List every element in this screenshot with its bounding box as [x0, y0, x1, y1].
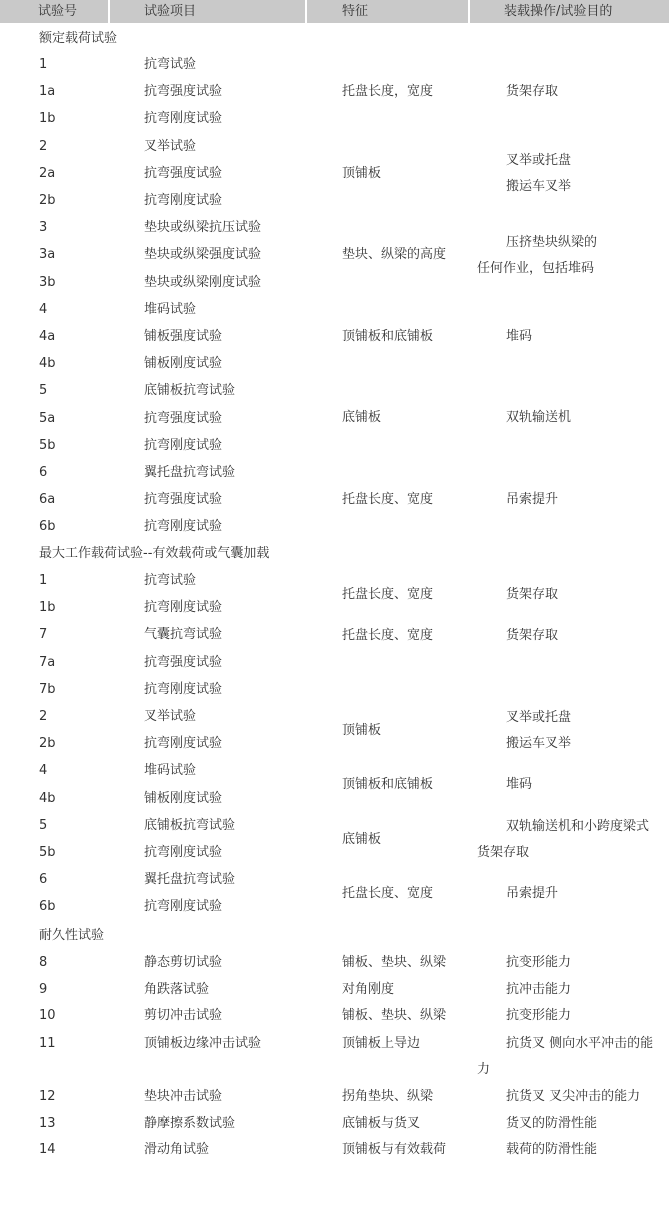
test-number: 2b	[39, 193, 56, 208]
operation-cell: 抗冲击能力	[506, 982, 572, 997]
test-number: 11	[39, 1036, 56, 1051]
header-test-item: 试验项目	[110, 0, 305, 23]
operation-cell: 任何作业，包括堆码	[477, 261, 595, 276]
feature-cell: 顶铺板和底铺板	[342, 329, 434, 344]
section-title: 最大工作载荷试验--有效载荷或气囊加载	[39, 546, 270, 561]
test-item: 抗弯试验	[144, 573, 197, 588]
test-item: 堆码试验	[144, 763, 197, 778]
test-item: 剪切冲击试验	[144, 1008, 223, 1023]
test-item: 垫块冲击试验	[144, 1089, 223, 1104]
test-number: 6b	[39, 899, 56, 914]
operation-cell: 货架存取	[506, 587, 559, 602]
operation-cell: 堆码	[506, 329, 533, 344]
test-item: 顶铺板边缘冲击试验	[144, 1036, 262, 1051]
test-item: 底铺板抗弯试验	[144, 818, 236, 833]
test-item: 垫块或纵梁抗压试验	[144, 220, 262, 235]
test-item: 底铺板抗弯试验	[144, 383, 236, 398]
test-item: 抗弯强度试验	[144, 492, 223, 507]
operation-cell: 力	[477, 1062, 491, 1077]
test-item: 翼托盘抗弯试验	[144, 465, 236, 480]
test-item: 抗弯强度试验	[144, 655, 223, 670]
test-number: 6b	[39, 519, 56, 534]
test-item: 垫块或纵梁强度试验	[144, 247, 262, 262]
test-item: 抗弯强度试验	[144, 84, 223, 99]
test-item: 铺板刚度试验	[144, 791, 223, 806]
header-test-number: 试验号	[0, 0, 108, 23]
operation-cell: 货架存取	[506, 628, 559, 643]
test-number: 3	[39, 220, 48, 235]
feature-cell: 托盘长度，宽度	[342, 84, 434, 99]
test-item: 堆码试验	[144, 302, 197, 317]
operation-cell: 吊索提升	[506, 492, 559, 507]
test-number: 6	[39, 465, 48, 480]
feature-cell: 顶铺板与有效载荷	[342, 1142, 447, 1157]
test-number: 1a	[39, 84, 56, 99]
feature-cell: 底铺板	[342, 832, 382, 847]
operation-cell: 货叉的防滑性能	[506, 1116, 598, 1131]
test-number: 6a	[39, 492, 56, 507]
test-number: 12	[39, 1089, 56, 1104]
test-number: 8	[39, 955, 48, 970]
test-number: 1b	[39, 600, 56, 615]
test-item: 抗弯刚度试验	[144, 682, 223, 697]
test-number: 2	[39, 139, 48, 154]
test-number: 4b	[39, 356, 56, 371]
test-number: 10	[39, 1008, 56, 1023]
test-item: 铺板刚度试验	[144, 356, 223, 371]
test-number: 1	[39, 57, 48, 72]
test-number: 4	[39, 763, 48, 778]
test-item: 抗弯强度试验	[144, 166, 223, 181]
operation-cell: 搬运车叉举	[506, 179, 572, 194]
test-item: 抗弯刚度试验	[144, 438, 223, 453]
test-item: 抗弯刚度试验	[144, 193, 223, 208]
header-feature: 特征	[307, 0, 468, 23]
feature-cell: 托盘长度、宽度	[342, 886, 434, 901]
test-item: 叉举试验	[144, 139, 197, 154]
operation-cell: 堆码	[506, 777, 533, 792]
test-number: 7b	[39, 682, 56, 697]
test-item: 抗弯刚度试验	[144, 845, 223, 860]
test-number: 14	[39, 1142, 56, 1157]
operation-cell: 抗货叉 叉尖冲击的能力	[506, 1089, 641, 1104]
test-number: 3a	[39, 247, 56, 262]
table-header	[0, 0, 669, 24]
test-number: 3b	[39, 275, 56, 290]
operation-cell: 压挤垫块纵梁的	[506, 235, 598, 250]
operation-cell: 叉举或托盘	[506, 710, 572, 725]
test-number: 4a	[39, 329, 56, 344]
operation-cell: 叉举或托盘	[506, 153, 572, 168]
feature-cell: 底铺板与货叉	[342, 1116, 421, 1131]
test-number: 4	[39, 302, 48, 317]
test-number: 5b	[39, 845, 56, 860]
test-number: 13	[39, 1116, 56, 1131]
test-item: 抗弯强度试验	[144, 411, 223, 426]
test-number: 2	[39, 709, 48, 724]
feature-cell: 托盘长度、宽度	[342, 587, 434, 602]
test-number: 2b	[39, 736, 56, 751]
test-number: 5b	[39, 438, 56, 453]
test-number: 5a	[39, 411, 56, 426]
test-number: 2a	[39, 166, 56, 181]
feature-cell: 垫块、纵梁的高度	[342, 247, 447, 262]
operation-cell: 搬运车叉举	[506, 736, 572, 751]
operation-cell: 双轨输送机和小跨度梁式	[506, 819, 650, 834]
operation-cell: 货架存取	[477, 845, 530, 860]
test-item: 抗弯刚度试验	[144, 736, 223, 751]
feature-cell: 托盘长度、宽度	[342, 628, 434, 643]
feature-cell: 顶铺板	[342, 723, 382, 738]
operation-cell: 载荷的防滑性能	[506, 1142, 598, 1157]
test-item: 静态剪切试验	[144, 955, 223, 970]
feature-cell: 顶铺板	[342, 166, 382, 181]
test-item: 叉举试验	[144, 709, 197, 724]
feature-cell: 拐角垫块、纵梁	[342, 1089, 434, 1104]
test-item: 滑动角试验	[144, 1142, 210, 1157]
header-loading-operation: 装载操作/试验目的	[470, 0, 669, 23]
feature-cell: 铺板、垫块、纵梁	[342, 1008, 447, 1023]
feature-cell: 顶铺板上导边	[342, 1036, 421, 1051]
feature-cell: 铺板、垫块、纵梁	[342, 955, 447, 970]
test-item: 抗弯刚度试验	[144, 111, 223, 126]
section-title: 额定载荷试验	[39, 31, 118, 46]
operation-cell: 双轨输送机	[506, 410, 572, 425]
feature-cell: 底铺板	[342, 410, 382, 425]
section-title: 耐久性试验	[39, 928, 105, 943]
test-item: 静摩擦系数试验	[144, 1116, 236, 1131]
operation-cell: 抗变形能力	[506, 1008, 572, 1023]
test-item: 抗弯试验	[144, 57, 197, 72]
test-item: 抗弯刚度试验	[144, 600, 223, 615]
feature-cell: 对角刚度	[342, 982, 395, 997]
test-number: 5	[39, 383, 48, 398]
test-item: 抗弯刚度试验	[144, 899, 223, 914]
test-number: 7a	[39, 655, 56, 670]
test-item: 铺板强度试验	[144, 329, 223, 344]
test-item: 抗弯刚度试验	[144, 519, 223, 534]
operation-cell: 抗货叉 侧向水平冲击的能	[506, 1036, 654, 1051]
test-item: 气囊抗弯试验	[144, 627, 223, 642]
test-number: 4b	[39, 791, 56, 806]
test-number: 1	[39, 573, 48, 588]
feature-cell: 顶铺板和底铺板	[342, 777, 434, 792]
test-item: 翼托盘抗弯试验	[144, 872, 236, 887]
test-number: 6	[39, 872, 48, 887]
operation-cell: 吊索提升	[506, 886, 559, 901]
test-item: 角跌落试验	[144, 982, 210, 997]
test-number: 1b	[39, 111, 56, 126]
test-number: 5	[39, 818, 48, 833]
operation-cell: 抗变形能力	[506, 955, 572, 970]
test-number: 9	[39, 982, 48, 997]
operation-cell: 货架存取	[506, 84, 559, 99]
test-item: 垫块或纵梁刚度试验	[144, 275, 262, 290]
feature-cell: 托盘长度、宽度	[342, 492, 434, 507]
test-number: 7	[39, 627, 48, 642]
